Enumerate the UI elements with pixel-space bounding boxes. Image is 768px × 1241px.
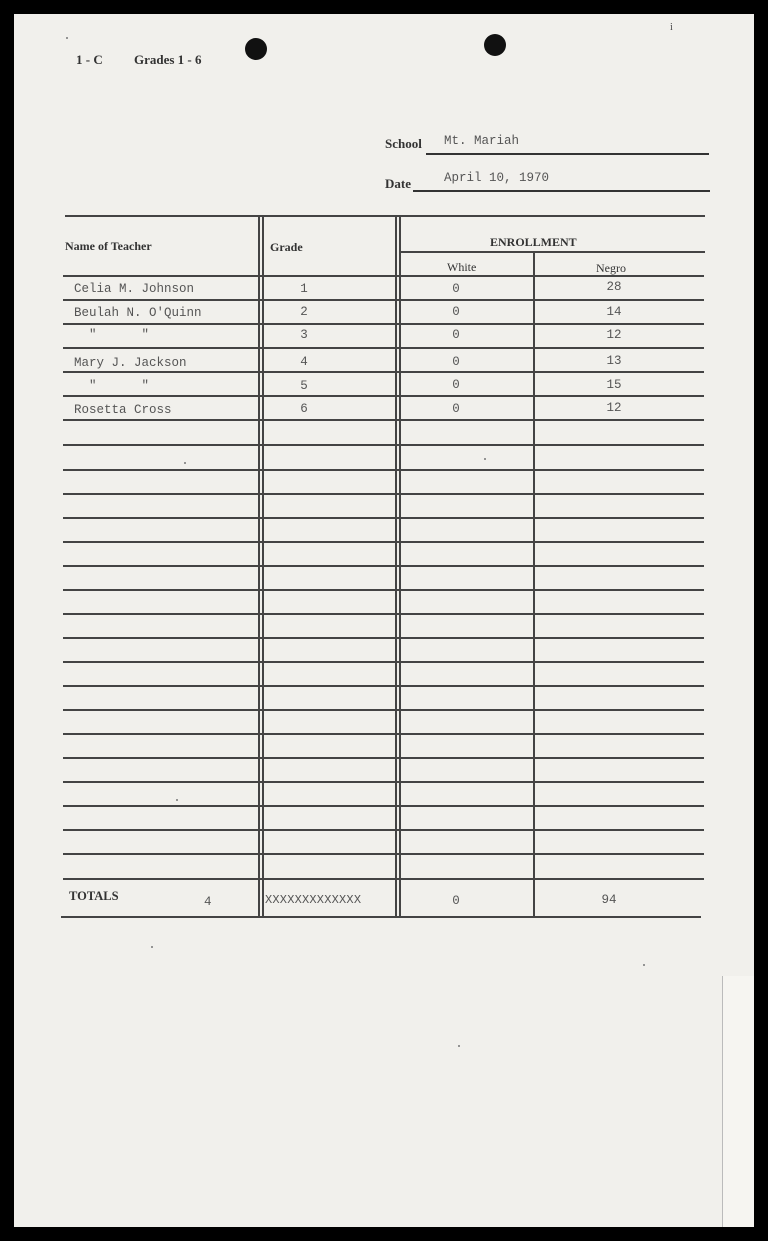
row-rule — [63, 347, 704, 349]
grade-value: 5 — [300, 379, 308, 393]
form-code: 1 - C — [76, 52, 103, 67]
date-label: Date — [385, 176, 411, 191]
row-rule — [63, 517, 704, 519]
white-count: 0 — [452, 378, 460, 392]
white-count: 0 — [452, 402, 460, 416]
punch-hole-right — [484, 34, 506, 56]
row-rule — [63, 589, 704, 591]
row-rule — [63, 805, 704, 807]
row-rule — [63, 853, 704, 855]
totals-label: TOTALS — [69, 889, 119, 903]
totals-teacher-count: 4 — [204, 895, 212, 909]
school-value: Mt. Mariah — [444, 134, 520, 148]
paper-speck — [176, 799, 178, 801]
teacher-name: " " — [74, 379, 150, 393]
table-top-rule — [65, 215, 705, 217]
row-rule — [63, 469, 704, 471]
white-negro-separator — [533, 252, 535, 916]
paper-speck — [151, 946, 153, 948]
row-rule — [63, 829, 704, 831]
row-rule — [63, 565, 704, 567]
paper-speck — [66, 37, 68, 39]
teacher-name: Beulah N. O'Quinn — [74, 306, 202, 320]
paper-edge-strip — [722, 976, 754, 1227]
grade-value: 6 — [300, 402, 308, 416]
enrollment-subrule — [400, 251, 705, 253]
negro-count: 13 — [606, 354, 622, 368]
row-rule — [63, 395, 704, 397]
corner-mark: i — [670, 22, 673, 33]
white-count: 0 — [452, 355, 460, 369]
row-rule — [63, 299, 704, 301]
paper-speck — [484, 458, 486, 460]
negro-count: 12 — [606, 328, 622, 342]
paper-speck — [184, 462, 186, 464]
row-rule — [63, 637, 704, 639]
row-rule — [63, 733, 704, 735]
teacher-name: Rosetta Cross — [74, 403, 172, 417]
row-rule — [63, 757, 704, 759]
totals-white: 0 — [452, 894, 460, 908]
row-rule — [63, 685, 704, 687]
paper-speck — [643, 964, 645, 966]
negro-count: 14 — [606, 305, 622, 319]
col-teacher-header: Name of Teacher — [65, 239, 152, 253]
teacher-name: Celia M. Johnson — [74, 282, 195, 296]
teacher-name: " " — [74, 328, 150, 342]
negro-count: 15 — [606, 378, 622, 392]
row-rule — [63, 541, 704, 543]
row-rule — [61, 916, 701, 918]
col-white-header: White — [447, 260, 477, 274]
totals-negro: 94 — [601, 893, 617, 907]
white-count: 0 — [452, 328, 460, 342]
document-page — [14, 14, 754, 1227]
col-negro-header: Negro — [596, 261, 626, 275]
grades-label: Grades 1 - 6 — [133, 52, 202, 67]
white-count: 0 — [452, 305, 460, 319]
row-rule — [63, 613, 704, 615]
row-rule — [63, 709, 704, 711]
col-grade-header: Grade — [270, 240, 303, 254]
teacher-name: Mary J. Jackson — [74, 356, 187, 370]
grade-value: 3 — [300, 328, 308, 342]
paper-speck — [458, 1045, 460, 1047]
school-label: School — [385, 136, 422, 151]
punch-hole-left — [245, 38, 267, 60]
row-rule — [63, 661, 704, 663]
col-enrollment-header: ENROLLMENT — [490, 235, 577, 249]
grade-value: 2 — [300, 305, 308, 319]
row-rule — [63, 493, 704, 495]
date-value: April 10, 1970 — [444, 171, 550, 185]
date-underline — [413, 190, 710, 192]
row-rule — [63, 878, 704, 880]
negro-count: 12 — [606, 401, 622, 415]
row-rule — [63, 781, 704, 783]
row-rule — [63, 444, 704, 446]
row-rule — [63, 275, 704, 277]
grade-value: 1 — [300, 282, 308, 296]
row-rule — [63, 419, 704, 421]
row-rule — [63, 371, 704, 373]
row-rule — [63, 323, 704, 325]
negro-count: 28 — [606, 280, 622, 294]
school-underline — [426, 153, 709, 155]
form-header — [76, 52, 230, 68]
totals-grade: XXXXXXXXXXXXX — [265, 893, 362, 907]
grade-value: 4 — [300, 355, 308, 369]
white-count: 0 — [452, 282, 460, 296]
